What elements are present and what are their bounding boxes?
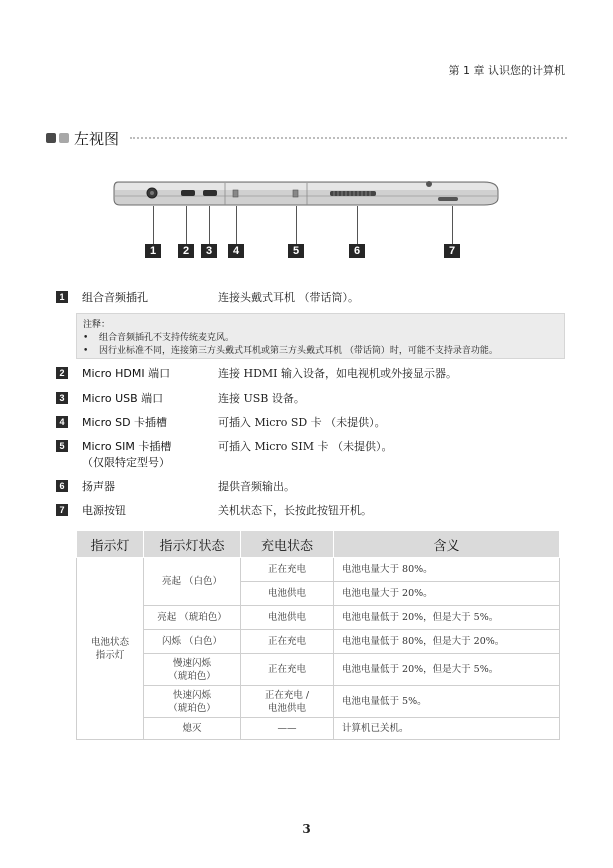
column-header: 充电状态 xyxy=(241,531,334,558)
callout-4: 4 xyxy=(228,244,244,258)
charge-cell: —— xyxy=(241,718,334,740)
indicator-cell: 电池状态 指示灯 xyxy=(77,558,144,740)
meaning-cell: 电池电量低于 20%，但是大于 5%。 xyxy=(334,654,560,686)
charge-cell: 正在充电 xyxy=(241,558,334,582)
bullet-icon: • xyxy=(83,346,89,356)
meaning-cell: 电池电量大于 80%。 xyxy=(334,558,560,582)
item-badge: 5 xyxy=(56,440,68,452)
note-box xyxy=(76,313,565,359)
item-badge: 6 xyxy=(56,480,68,492)
column-header: 含义 xyxy=(334,531,560,558)
meaning-cell: 电池电量大于 20%。 xyxy=(334,582,560,606)
section-title: 左视图 xyxy=(74,130,120,148)
item-desc: 可插入 Micro SD 卡 （未提供）。 xyxy=(218,416,386,429)
chapter-header: 第 1 章 认识您的计算机 xyxy=(448,64,565,77)
callout-line-3 xyxy=(209,206,210,244)
item-name-line1: Micro SIM 卡插槽 xyxy=(82,440,172,453)
meaning-cell: 电池电量低于 80%，但是大于 20%。 xyxy=(334,630,560,654)
section-heading xyxy=(46,128,567,148)
column-header: 指示灯状态 xyxy=(144,531,241,558)
item-badge: 4 xyxy=(56,416,68,428)
item-name: Micro USB 端口 xyxy=(82,392,164,405)
note-item xyxy=(83,330,234,343)
table-row xyxy=(77,718,560,740)
item-desc: 连接头戴式耳机 （带话筒）。 xyxy=(218,291,359,304)
callout-line-1 xyxy=(153,206,154,244)
section-divider xyxy=(130,137,567,139)
column-header: 指示灯 xyxy=(77,531,144,558)
callout-line-6 xyxy=(357,206,358,244)
state-cell: 快速闪烁 （琥珀色） xyxy=(144,686,241,718)
charge-cell: 正在充电 xyxy=(241,654,334,686)
note-label: 注释： xyxy=(83,320,111,330)
item-name: Micro SD 卡插槽 xyxy=(82,416,168,429)
callout-1: 1 xyxy=(145,244,161,258)
meaning-cell: 电池电量低于 20%，但是大于 5%。 xyxy=(334,606,560,630)
item-badge: 7 xyxy=(56,504,68,516)
callout-line-4 xyxy=(236,206,237,244)
state-cell: 慢速闪烁 （琥珀色） xyxy=(144,654,241,686)
page-number: 3 xyxy=(302,822,311,836)
callout-6: 6 xyxy=(349,244,365,258)
item-name: 电源按钮 xyxy=(82,504,126,517)
charge-cell: 电池供电 xyxy=(241,606,334,630)
charge-cell: 电池供电 xyxy=(241,582,334,606)
callout-7: 7 xyxy=(444,244,460,258)
battery-indicator-table xyxy=(76,530,560,740)
item-name: 扬声器 xyxy=(82,480,115,493)
callout-2: 2 xyxy=(178,244,194,258)
state-cell: 熄灭 xyxy=(144,718,241,740)
note-item xyxy=(83,343,498,356)
meaning-cell: 计算机已关机。 xyxy=(334,718,560,740)
callout-line-2 xyxy=(186,206,187,244)
state-cell: 亮起 （白色） xyxy=(144,558,241,606)
heading-square-dark xyxy=(46,133,56,143)
item-desc: 连接 HDMI 输入设备，如电视机或外接显示器。 xyxy=(218,367,458,380)
heading-square-light xyxy=(59,133,69,143)
item-name: 组合音频插孔 xyxy=(82,291,148,304)
item-desc: 提供音频输出。 xyxy=(218,480,295,493)
table-row xyxy=(77,630,560,654)
item-name-line2: （仅限特定型号） xyxy=(82,456,170,469)
item-badge: 3 xyxy=(56,392,68,404)
table-row xyxy=(77,686,560,718)
item-name xyxy=(82,439,171,471)
charge-cell: 正在充电 / 电池供电 xyxy=(241,686,334,718)
meaning-cell: 电池电量低于 5%。 xyxy=(334,686,560,718)
callout-line-7 xyxy=(452,206,453,244)
table-row xyxy=(77,606,560,630)
table-row xyxy=(77,654,560,686)
device-left-side-illustration xyxy=(112,178,502,212)
item-desc: 可插入 Micro SIM 卡 （未提供）。 xyxy=(218,440,393,453)
state-cell: 闪烁 （白色） xyxy=(144,630,241,654)
item-badge: 2 xyxy=(56,367,68,379)
state-cell: 亮起 （琥珀色） xyxy=(144,606,241,630)
item-desc: 连接 USB 设备。 xyxy=(218,392,305,405)
item-badge: 1 xyxy=(56,291,68,303)
charge-cell: 正在充电 xyxy=(241,630,334,654)
item-name: Micro HDMI 端口 xyxy=(82,367,171,380)
callout-line-5 xyxy=(296,206,297,244)
note-text: 组合音频插孔不支持传统麦克风。 xyxy=(99,333,235,343)
callout-5: 5 xyxy=(288,244,304,258)
callout-3: 3 xyxy=(201,244,217,258)
bullet-icon: • xyxy=(83,333,89,343)
table-header-row xyxy=(77,531,560,558)
table-row xyxy=(77,558,560,582)
note-text: 因行业标准不同，连接第三方头戴式耳机或第三方头戴式耳机 （带话筒）时，可能不支持录音功能。 xyxy=(99,346,498,356)
item-desc: 关机状态下，长按此按钮开机。 xyxy=(218,504,372,517)
